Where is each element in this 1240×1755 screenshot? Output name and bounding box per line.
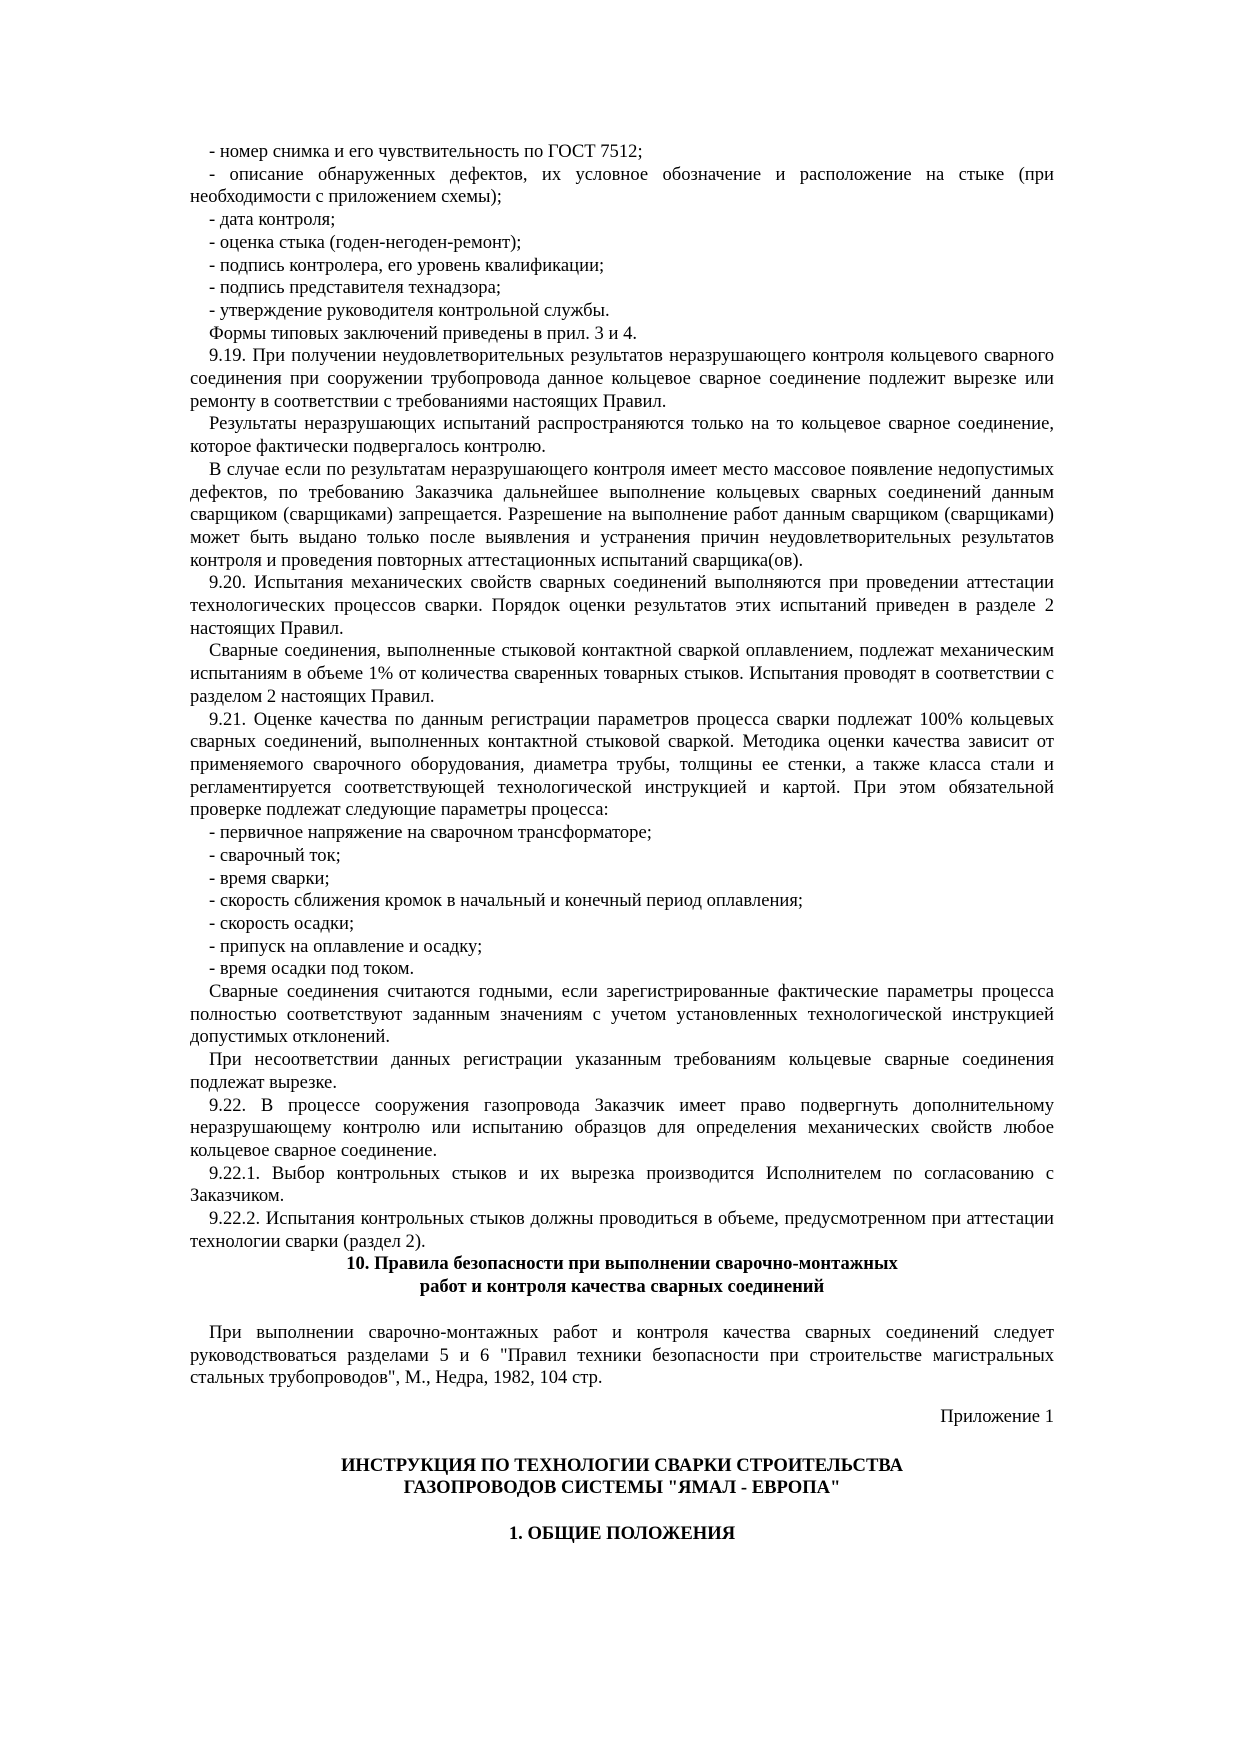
paragraph: - время осадки под током.	[209, 958, 415, 980]
paragraph: - дата контроля;	[209, 209, 336, 231]
paragraph: 9.22.1. Выбор контрольных стыков и их вырезка производится Исполнителем по согласованию с Заказчиком.	[190, 1162, 1054, 1207]
paragraph: - скорость сближения кромок в начальный и конечный период оплавления;	[209, 890, 804, 912]
paragraph: - время сварки;	[209, 867, 330, 889]
paragraph: - номер снимка и его чувствительность по ГОСТ 7512;	[209, 141, 643, 162]
paragraph: - припуск на оплавление и осадку;	[209, 935, 483, 957]
section-10-heading-line-1: 10. Правила безопасности при выполнении сварочно-монтажных	[346, 1253, 898, 1275]
paragraph: При несоответствии данных регистрации указанным требованиям кольцевые сварные соединения подлежат вырезке.	[190, 1049, 1054, 1093]
section-10-heading-line-2: работ и контроля качества сварных соединений	[419, 1276, 825, 1298]
paragraph: - первичное напряжение на сварочном трансформаторе;	[209, 822, 652, 844]
paragraph: - утверждение руководителя контрольной службы.	[209, 299, 610, 321]
document-page	[190, 141, 1054, 1546]
paragraph: - сварочный ток;	[209, 844, 341, 866]
paragraph: - оценка стыка (годен-негоден-ремонт);	[209, 231, 522, 253]
section-10-paragraph: При выполнении сварочно-монтажных работ и контроля качества сварных соединений следует руководствоваться разделами 5 и 6 "Правил техники безопасности при строительстве магистральных стальных трубопроводов", М., Недра, 1982, 104 стр.	[190, 1321, 1054, 1389]
paragraph: 9.22. В процессе сооружения газопровода Заказчик имеет право подвергнуть дополнительному неразрушающему контролю или испытанию образцов для определения механических свойств любое кольцевое сварное соединение.	[190, 1094, 1054, 1161]
general-provisions-heading: 1. ОБЩИЕ ПОЛОЖЕНИЯ	[508, 1523, 736, 1545]
paragraph: Результаты неразрушающих испытаний распространяются только на то кольцевое сварное соединение, которое фактически подвергалось контролю.	[190, 413, 1054, 458]
paragraph: 9.21. Оценке качества по данным регистрации параметров процесса сварки подлежат 100% кольцевых сварных соединений, выполненных контактной стыковой сваркой. Методика оценки качества зависит от применяемого сварочного оборудования, диаметра трубы, толщины ее стенки, а также класса стали и регламентируется соответствующей технологической инструкцией и картой. При этом обязательной проверке подлежат следующие параметры процесса:	[190, 708, 1054, 821]
paragraph: - описание обнаруженных дефектов, их условное обозначение и расположение на стыке (при необходимости с приложением схемы);	[190, 163, 1054, 208]
paragraph: - подпись представителя технадзора;	[209, 277, 502, 299]
paragraph: В случае если по результатам неразрушающего контроля имеет место массовое появление недопустимых дефектов, по требованию Заказчика дальнейшее выполнение кольцевых сварных соединений данным сварщиком (сварщиками) запрещается. Разрешение на выполнение работ данным сварщиком (сварщиками) может быть выдано только после выявления и устранения причин неудовлетворительных результатов контроля и проведения повторных аттестационных испытаний сварщика(ов).	[190, 458, 1054, 571]
paragraph: Сварные соединения считаются годными, если зарегистрированные фактические параметры процесса полностью соответствуют заданным значениям с учетом установленных технологической инструкцией допустимых отклонений.	[190, 981, 1054, 1048]
appendix-label: Приложение 1	[940, 1405, 1054, 1427]
paragraph: - скорость осадки;	[209, 912, 355, 934]
paragraph: 9.19. При получении неудовлетворительных результатов неразрушающего контроля кольцевого сварного соединения при сооружении трубопровода данное кольцевое сварное соединение подлежит вырезке или ремонту в соответствии с требованиями настоящих Правил.	[190, 345, 1054, 412]
paragraph: Сварные соединения, выполненные стыковой контактной сваркой оплавлением, подлежат механическим испытаниям в объеме 1% от количества сваренных товарных стыков. Испытания проводят в соответствии с разделом 2 настоящих Правил.	[190, 640, 1054, 707]
top-paragraphs	[190, 141, 1054, 1253]
paragraph: 9.20. Испытания механических свойств сварных соединений выполняются при проведении аттестации технологических процессов сварки. Порядок оценки результатов этих испытаний приведен в разделе 2 настоящих Правил.	[190, 572, 1054, 639]
paragraph: Формы типовых заключений приведены в прил. 3 и 4.	[209, 322, 638, 344]
paragraph: - подпись контролера, его уровень квалификации;	[209, 254, 605, 276]
paragraph: 9.22.2. Испытания контрольных стыков должны проводиться в объеме, предусмотренном при аттестации технологии сварки (раздел 2).	[190, 1208, 1054, 1252]
instruction-title-line-2: ГАЗОПРОВОДОВ СИСТЕМЫ "ЯМАЛ - ЕВРОПА"	[403, 1477, 841, 1499]
instruction-title-line-1: ИНСТРУКЦИЯ ПО ТЕХНОЛОГИИ СВАРКИ СТРОИТЕЛЬСТВА	[340, 1454, 904, 1476]
